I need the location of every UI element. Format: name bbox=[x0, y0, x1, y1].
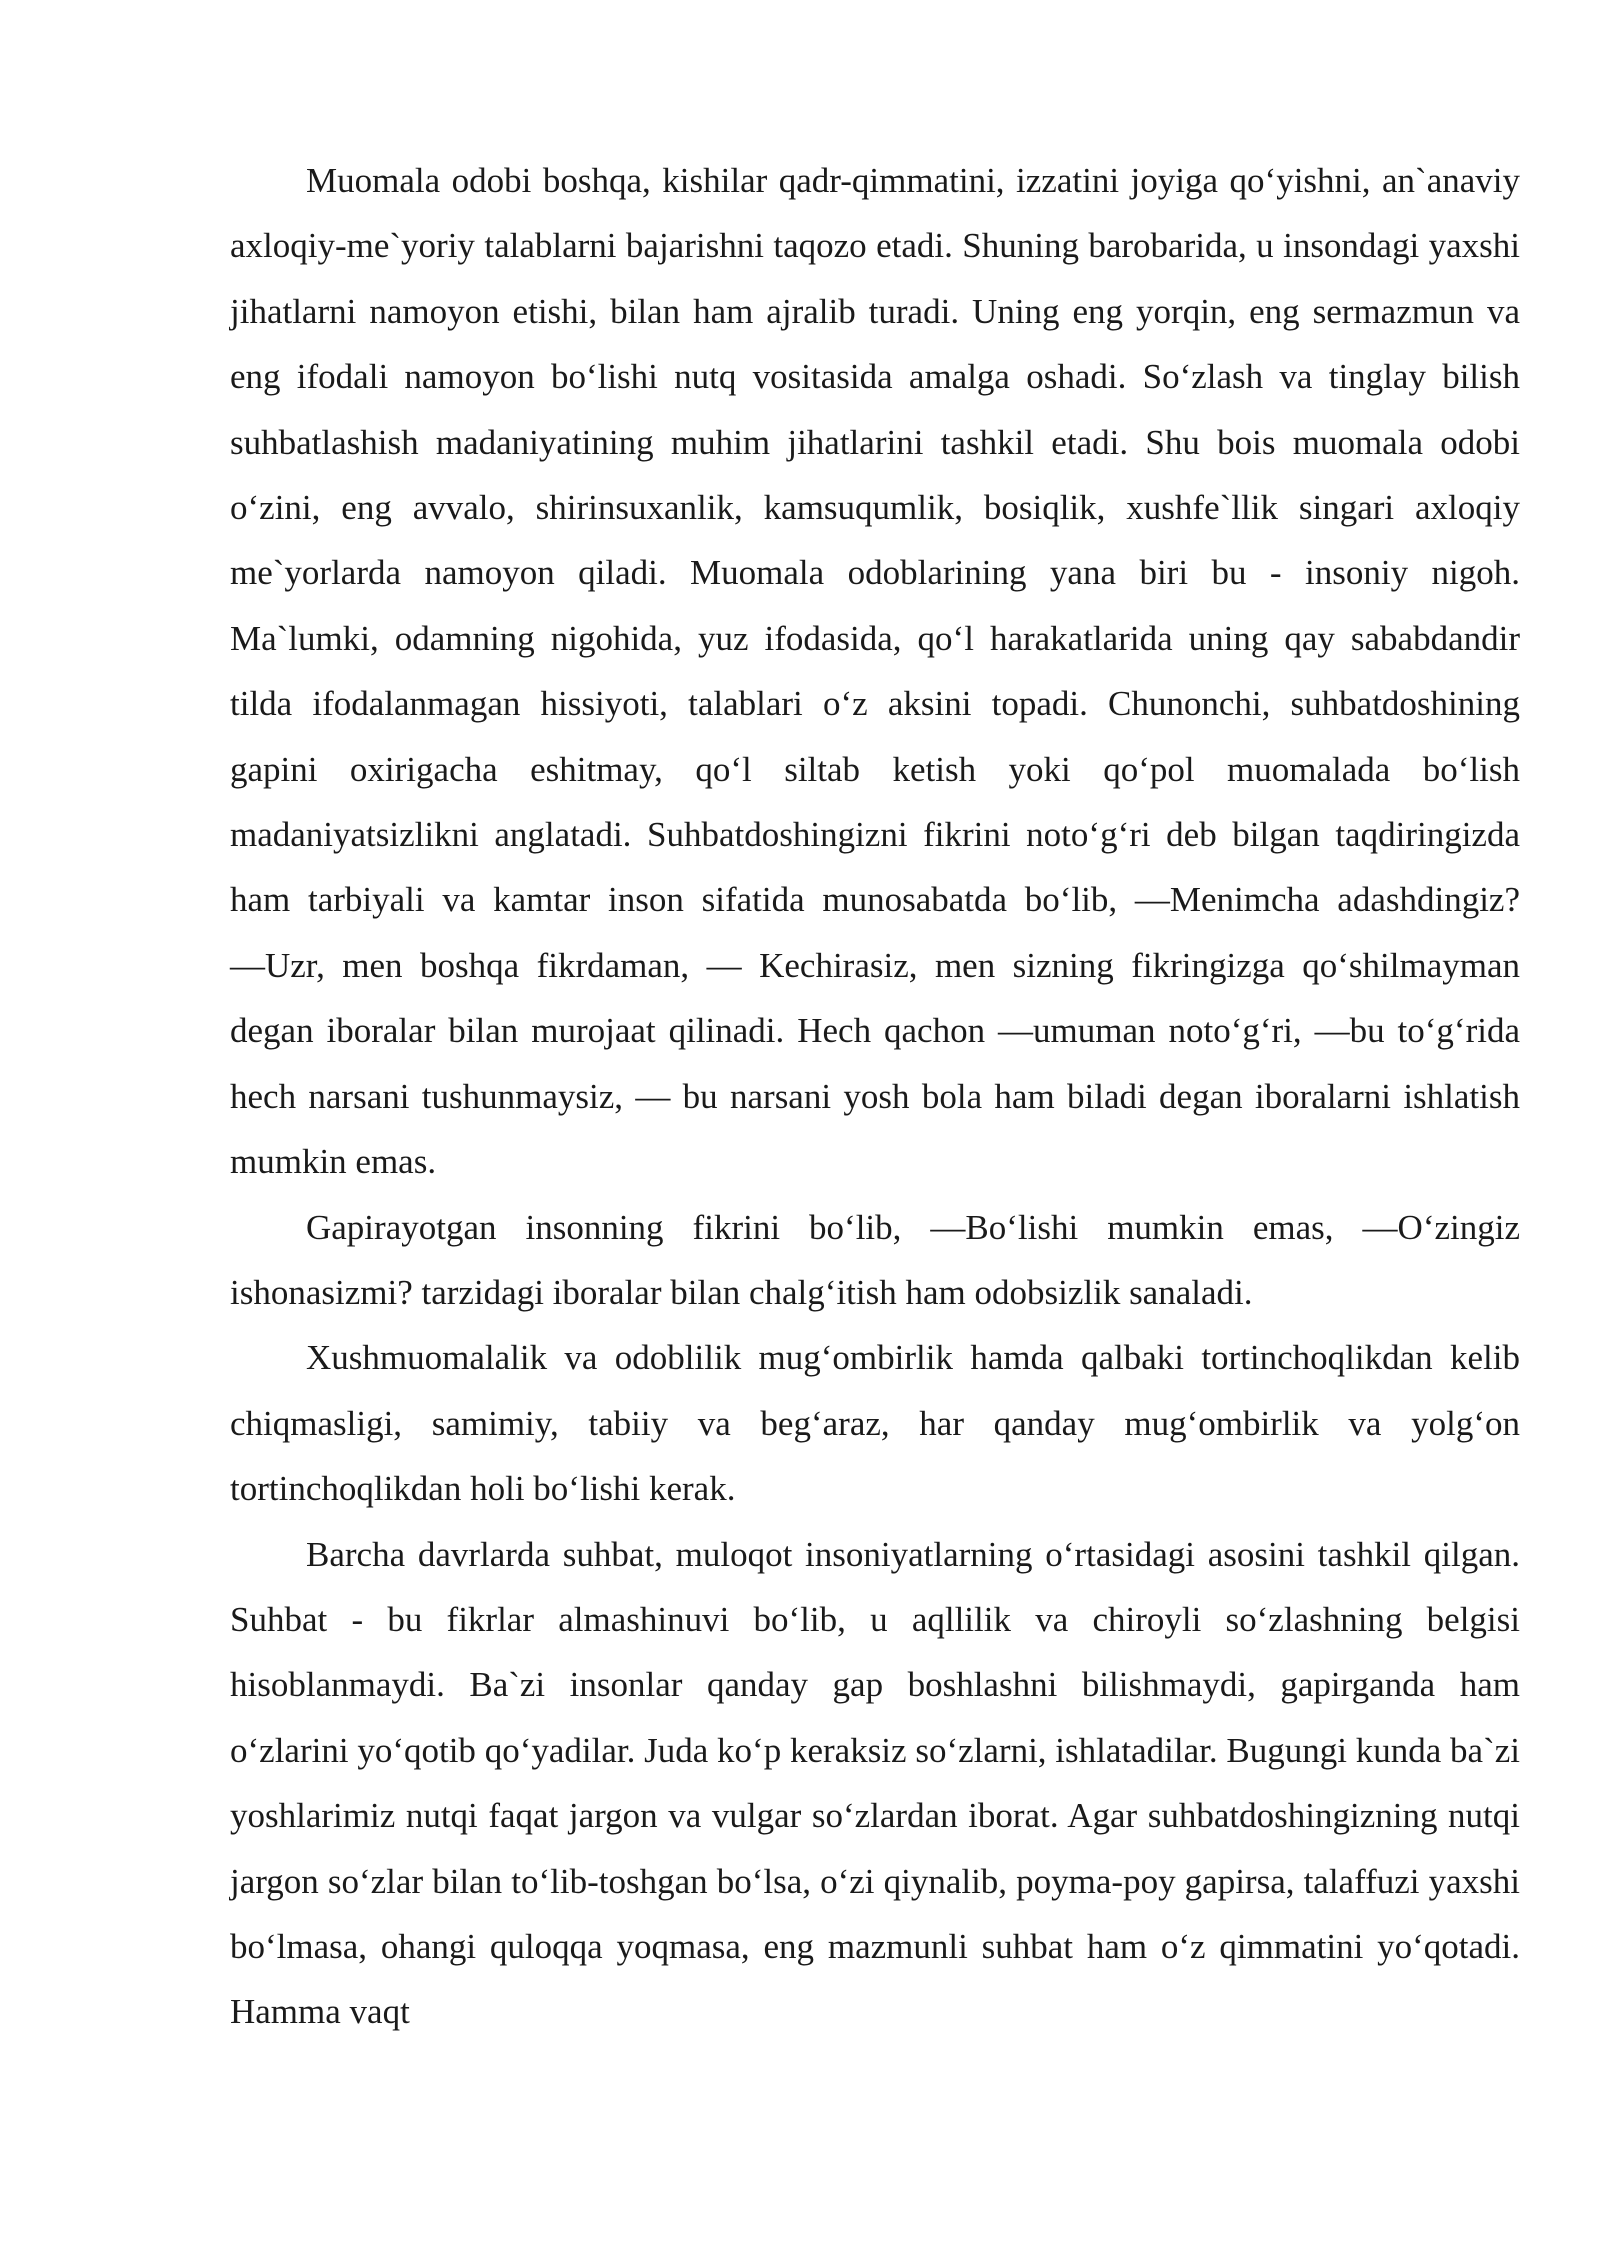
paragraph-xushmuomalalik: Xushmuomalalik va odoblilik mug‘ombirlik hamda qalbaki tortinchoqlikdan kelib chiqmasligi, samimiy, tabiiy va beg‘araz, har qanday mug‘ombirlik va yolg‘on tortinchoqlikdan holi bo‘lishi kerak. bbox=[230, 1338, 1520, 1509]
paragraph-gapirayotgan-inson: Gapirayotgan insonning fikrini bo‘lib, ―Bo‘lishi mumkin emas, ―O‘zingiz ishonasizmi? tarzidagi iboralar bilan chalg‘itish ham odobsizlik sanaladi. bbox=[230, 1207, 1520, 1312]
document-body bbox=[230, 148, 1520, 2045]
paragraph-barcha-davrlarda: Barcha davrlarda suhbat, muloqot insoniyatlarning o‘rtasidagi asosini tashkil qilgan. Suhbat - bu fikrlar almashinuvi bo‘lib, u aqllilik va chiroyli so‘zlashning belgisi hisoblanmaydi. Ba`zi insonlar qanday gap boshlashni bilishmaydi, gapirganda ham o‘zlarini yo‘qotib qo‘yadilar. Juda ko‘p keraksiz so‘zlarni, ishlatadilar. Bugungi kunda ba`zi yoshlarimiz nutqi faqat jargon va vulgar so‘zlardan iborat. Agar suhbatdoshingizning nutqi jargon so‘zlar bilan to‘lib-toshgan bo‘lsa, o‘zi qiynalib, poyma-poy gapirsa, talaffuzi yaxshi bo‘lmasa, ohangi quloqqa yoqmasa, eng mazmunli suhbat ham o‘z qimmatini yo‘qotadi. Hamma vaqt bbox=[230, 1534, 1520, 2032]
paragraph-muomala-odobi: Muomala odobi boshqa, kishilar qadr-qimmatini, izzatini joyiga qo‘yishni, an`anaviy axloqiy-me`yoriy talablarni bajarishni taqozo etadi. Shuning barobarida, u insondagi yaxshi jihatlarni namoyon etishi, bilan ham ajralib turadi. Uning eng yorqin, eng sermazmun va eng ifodali namoyon bo‘lishi nutq vositasida amalga oshadi. So‘zlash va tinglay bilish suhbatlashish madaniyatining muhim jihatlarini tashkil etadi. Shu bois muomala odobi o‘zini, eng avvalo, shirinsuxanlik, kamsuqumlik, bosiqlik, xushfe`llik singari axloqiy me`yorlarda namoyon qiladi. Muomala odoblarining yana biri bu - insoniy nigoh. Ma`lumki, odamning nigohida, yuz ifodasida, qo‘l harakatlarida uning qay sababdandir tilda ifodalanmagan hissiyoti, talablari o‘z aksini topadi. Chunonchi, suhbatdoshining gapini oxirigacha eshitmay, qo‘l siltab ketish yoki qo‘pol muomalada bo‘lish madaniyatsizlikni anglatadi. Suhbatdoshingizni fikrini noto‘g‘ri deb bilgan taqdiringizda ham tarbiyali va kamtar inson sifatida munosabatda bo‘lib, ―Menimcha adashdingiz? ―Uzr, men boshqa fikrdaman, ― Kechirasiz, men sizning fikringizga qo‘shilmayman degan iboralar bilan murojaat qilinadi. Hech qachon ―umuman noto‘g‘ri, ―bu to‘g‘rida hech narsani tushunmaysiz, ― bu narsani yosh bola ham biladi degan iboralarni ishlatish mumkin emas. bbox=[230, 161, 1520, 1182]
